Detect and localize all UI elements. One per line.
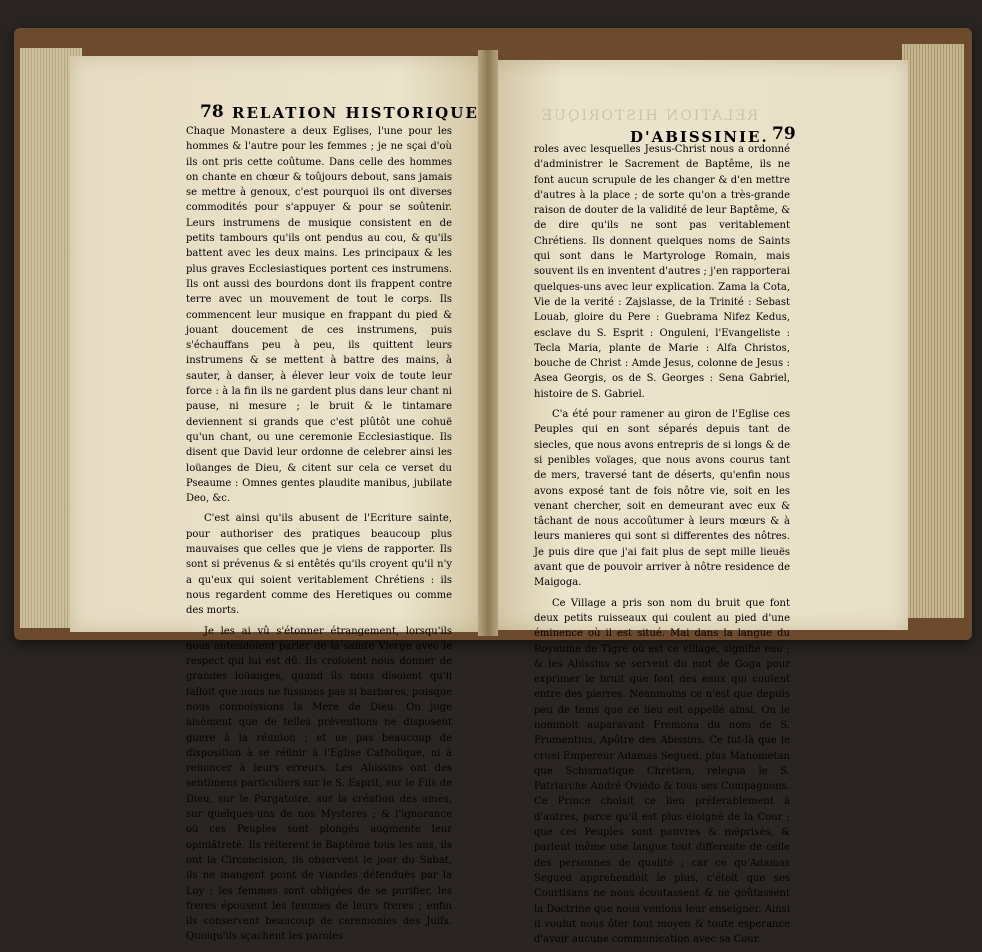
book-gutter — [478, 50, 498, 636]
left-running-head: RELATION HISTORIQUE — [232, 104, 479, 122]
paragraph: C'a été pour ramener au giron de l'Eglise ces Peuples qui en sont séparés depuis tant de siecles, que nous avons entrepris de si longs & de si penibles voïages, que nous avons courus tant de mers, traversé tant de déserts, qu'enfin nous avons exposé tant de fois nôtre vie, soit en les venant chercher, soit en demeurant avec eux & tâchant de nous accoûtumer à leurs mœurs & à leurs manieres qui sont si differentes des nôtres. Je puis dire que j'ai fait plus de sept mille lieuës avant que de pouvoir arriver à nôtre residence de Maigoga. — [534, 409, 790, 589]
bleed-through-text: RELATION HISTORIQUE — [540, 108, 759, 124]
left-page-body — [186, 124, 452, 950]
paragraph: roles avec lesquelles Jesus-Christ nous a ordonné d'administrer le Sacrement de Baptême, ils ne font aucun scrupule de les changer & d'en mettre d'autres à la place ; de sorte qu'on a très-grande raison de douter de la validité de leur Baptême, & de dire qu'ils ne sont pas veritablement Chrétiens. Ils donnent quelques noms de Saints qui sont dans le Martyrologe Romain, mais souvent ils en inventent d'autres ; j'en rapporterai quelques-uns avec leur explication. Zama la Cota, Vie de la verité : Zajslasse, de la Trinité : Sebast Louab, gloire du Pere : Guebrama Nifez Kedus, esclave du S. Esprit : Onguleni, l'Evangeliste : Tecla Maria, plante de Marie : Alfa Christos, bouche de Christ : Amde Jesus, colonne de Jesus : Asea Georgis, os de S. Georges : Sena Gabriel, histoire de S. Gabriel. — [534, 144, 790, 400]
paragraph: Ce Village a pris son nom du bruit que font deux petits ruisseaux qui coulent au pied d'une éminence où il est situé. Mai dans la langue du Royaume de Tigré où est ce village, signifie eau ; & les Abissins se servent du mot de Goga pour exprimer le bruit que font des eaux qui coulent entre des pierres. Neanmoins ce n'est que depuis peu de tems que ce lieu est appellé ainsi. On le nommoit auparavant Fremona du nom de S. Frumentius, Apôtre des Abissins. Ce fut-là que le cruel Empereur Adamas Segued, plus Mahometan que Schismatique Chrétien, relegua le S. Patriarche André Oviedo & tous ses Compagnons. Ce Prince choisit ce lieu préferablement à d'autres, parce qu'il est plus éloigné de la Cour ; que ces Peuples sont pauvres & méprisés, & parlent même une langue tout differente de celle des personnes de qualité ; car ce qu'Adamas Segued apprehendoit le plus, c'étoit que ses Courtisans ne nous écoutassent & ne goûtassent la Doctrine que nous venions leur enseigner. Ainsi il voulut nous ôter tout moyen & toute esperance d'avoir aucune communication avec sa Cour. — [534, 597, 790, 946]
paragraph: Je les ai vû s'étonner étrangement, lorsqu'ils nous entendoient parler de la sainte Vierge avec le respect qui lui est dû. Ils croïoient nous donner de grandes loüanges, quand ils nous disoient qu'il falloit que nous ne fussions pas si barbares, puisque nous connoissions la Mere de Dieu. On juge aisément que de telles préventions ne disposent guere à la réunion ; et ne pas beaucoup de disposition à se réünir à l'Eglise Catholique, ni à renoncer à leurs erreurs. Les Abissins ont des sentimens particuliers sur le S. Esprit, sur le Fils de Dieu, sur le Purgatoire, sur la création des ames, sur quelques-uns de nos Mysteres ; & l'ignorance où ces Peuples sont plongés augmente leur opiniâtreté. Ils réiterent le Baptême tous les ans, ils ont la Circoncision, ils observent le jour du Sabat, ils ne mangent point de viandes défenduës par la Loy ; les femmes sont obligées de se purifier, les freres épousent les femmes de leurs freres ; enfin ils conservent beaucoup de ceremonies des Juifs. Quoiqu'ils sçachent les paroles — [186, 625, 452, 943]
right-page-body — [534, 142, 790, 952]
right-page-edges — [902, 44, 964, 618]
right-page-number: 79 — [772, 124, 796, 144]
left-page-number: 78 — [200, 102, 224, 122]
right-running-head: D'ABISSINIE. — [630, 128, 769, 146]
paragraph: Chaque Monastere a deux Eglises, l'une pour les hommes & l'autre pour les femmes ; je ne sçai d'où ils ont pris cette coûtume. Dans celle des hommes on chante en chœur & toûjours debout, sans jamais se mettre à genoux, c'est pourquoi ils ont diverses commodités pour s'appuyer & pour se soûtenir. Leurs instrumens de musique consistent en de petits tambours qu'ils ont pendus au cou, & qu'ils battent avec les deux mains. Les principaux & les plus graves Ecclesiastiques portent ces instrumens. Ils ont aussi des bourdons dont ils frappent contre terre avec un mouvement de tout le corps. Ils commencent leur musique en frappant du pied & jouant doucement de ces instrumens, puis s'échauffans peu à peu, ils quittent leurs instrumens & se mettent à battre des mains, à sauter, à danser, à élever leur voix de toute leur force : à la fin ils ne gardent plus dans leur chant ni pause, ni mesure ; le bruit & le tintamare deviennent si grands que c'est plûtôt une cohuë qu'un chant, ou une ceremonie Ecclesiastique. Ils disent que David leur ordonne de celebrer ainsi les loüanges de Dieu, & citent sur cela ce verset du Pseaume : Omnes gentes plaudite manibus, jubilate Deo, &c. — [186, 126, 452, 505]
paragraph: C'est ainsi qu'ils abusent de l'Ecriture sainte, pour authoriser des pratiques beaucoup plus mauvaises que celles que je viens de rapporter. Ils sont si prévenus & si entêtés qu'ils croyent qu'il n'y a qu'eux qui soient veritablement Chrétiens : ils nous regardent comme des Heretiques ou comme des morts. — [186, 513, 452, 617]
